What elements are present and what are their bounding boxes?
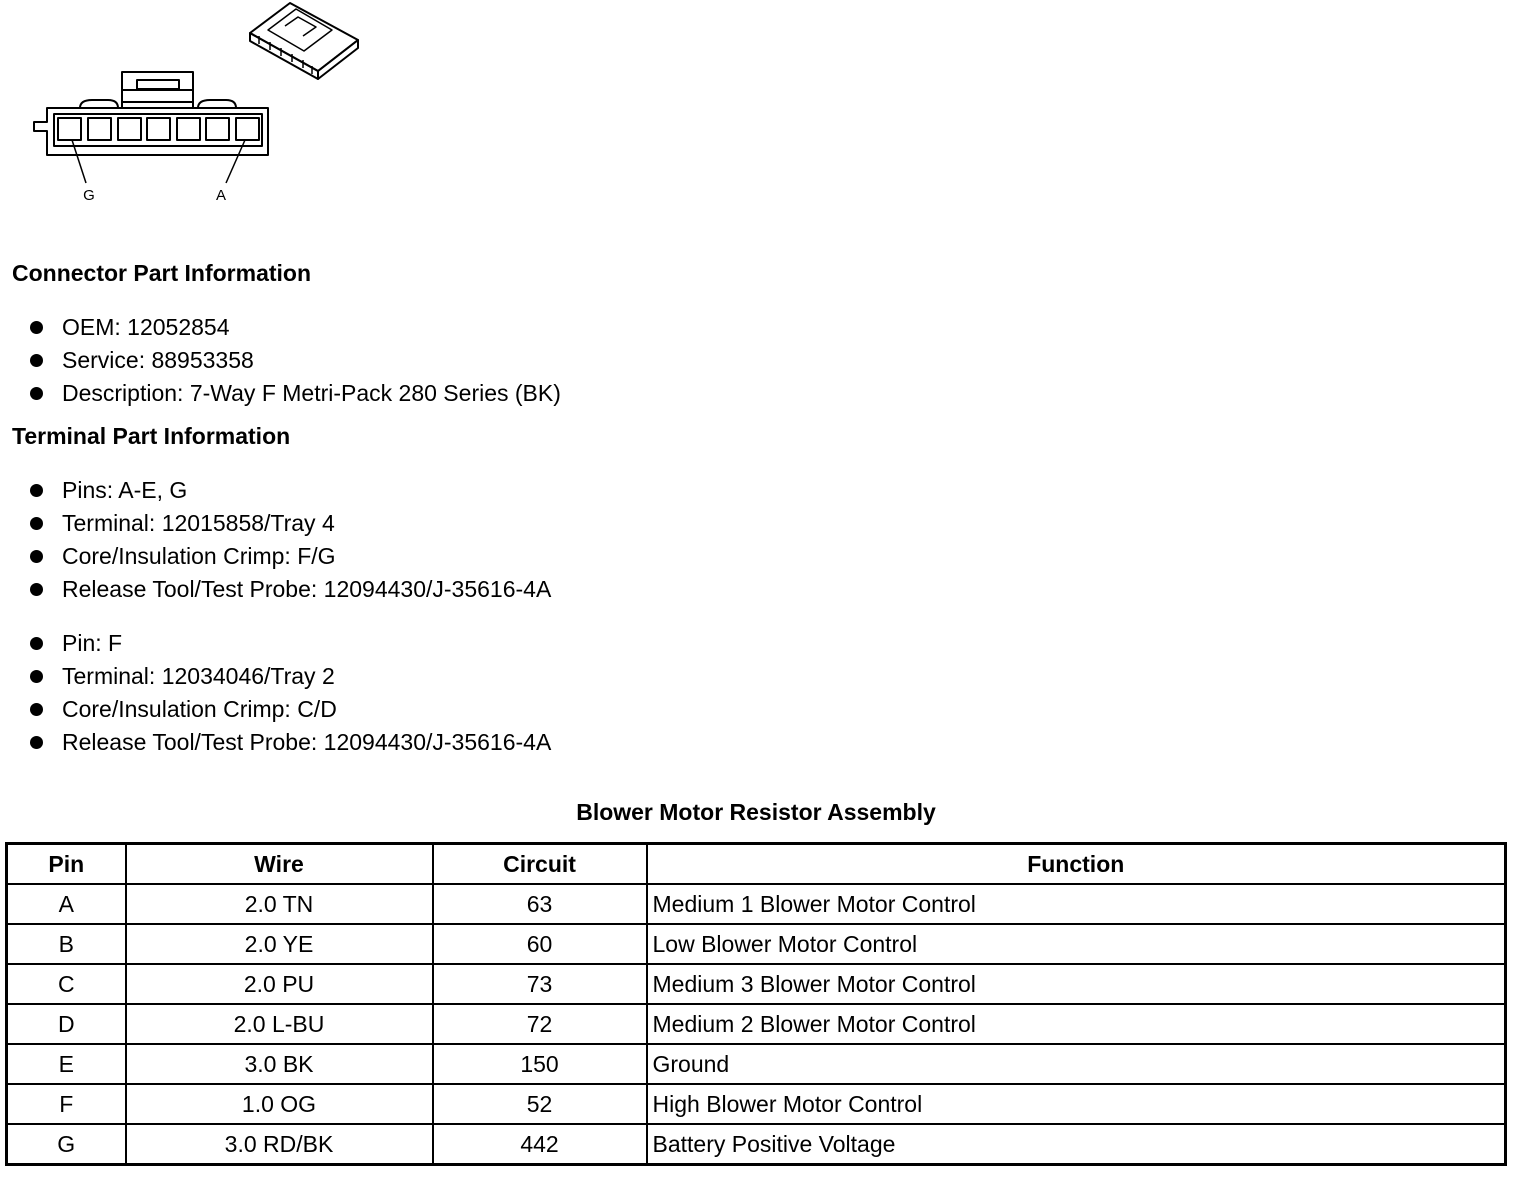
cavity-g <box>58 118 81 140</box>
list-item <box>0 540 551 573</box>
cavity-c <box>177 118 200 140</box>
cavity-d <box>147 118 170 140</box>
list-item <box>0 311 561 344</box>
wire-cell: 2.0 TN <box>126 884 433 924</box>
circuit-cell: 150 <box>433 1044 647 1084</box>
column-header-wire: Wire <box>126 844 433 885</box>
list-item-text: Core/Insulation Crimp: F/G <box>62 543 336 569</box>
bullet-icon <box>30 736 43 749</box>
list-item <box>0 377 561 410</box>
list-item-text: Release Tool/Test Probe: 12094430/J-35616-4A <box>62 729 552 755</box>
pin-cell: B <box>7 924 126 964</box>
table-row <box>7 1084 1506 1124</box>
circuit-cell: 60 <box>433 924 647 964</box>
pin-cell: A <box>7 884 126 924</box>
column-header-function: Function <box>647 844 1506 885</box>
function-cell: Battery Positive Voltage <box>647 1124 1506 1165</box>
function-cell: Ground <box>647 1044 1506 1084</box>
bullet-icon <box>30 484 43 497</box>
list-item <box>0 660 551 693</box>
pin-cell: F <box>7 1084 126 1124</box>
circuit-cell: 442 <box>433 1124 647 1165</box>
list-item-text: Core/Insulation Crimp: C/D <box>62 696 337 722</box>
cavity-f <box>88 118 111 140</box>
wire-cell: 2.0 PU <box>126 964 433 1004</box>
table-header-row <box>7 844 1506 885</box>
bullet-icon <box>30 583 43 596</box>
pin-cell: E <box>7 1044 126 1084</box>
list-item <box>0 627 551 660</box>
circuit-cell: 72 <box>433 1004 647 1044</box>
terminal-info-heading: Terminal Part Information <box>12 423 291 449</box>
list-item-text: Description: 7-Way F Metri-Pack 280 Series (BK) <box>62 380 561 406</box>
table-row <box>7 924 1506 964</box>
function-cell: Medium 1 Blower Motor Control <box>647 884 1506 924</box>
bullet-icon <box>30 703 43 716</box>
wire-cell: 1.0 OG <box>126 1084 433 1124</box>
cavity-b <box>206 118 229 140</box>
circuit-cell: 52 <box>433 1084 647 1124</box>
wire-cell: 2.0 L-BU <box>126 1004 433 1044</box>
connector-diagram <box>0 0 380 215</box>
function-cell: Medium 2 Blower Motor Control <box>647 1004 1506 1044</box>
bullet-icon <box>30 517 43 530</box>
list-item-text: Release Tool/Test Probe: 12094430/J-35616-4A <box>62 576 552 602</box>
terminal-info-list-2 <box>0 627 551 759</box>
table-row <box>7 1004 1506 1044</box>
list-item-text: Terminal: 12015858/Tray 4 <box>62 510 335 536</box>
circuit-cell: 63 <box>433 884 647 924</box>
list-item <box>0 573 551 606</box>
bullet-icon <box>30 550 43 563</box>
table-row <box>7 884 1506 924</box>
list-item-text: Service: 88953358 <box>62 347 254 373</box>
table-row <box>7 1124 1506 1165</box>
list-item <box>0 507 551 540</box>
function-cell: High Blower Motor Control <box>647 1084 1506 1124</box>
bullet-icon <box>30 321 43 334</box>
pin-cell: G <box>7 1124 126 1165</box>
wire-cell: 3.0 BK <box>126 1044 433 1084</box>
connector-info-list <box>0 311 561 410</box>
list-item <box>0 344 561 377</box>
cavity-e <box>118 118 141 140</box>
bullet-icon <box>30 637 43 650</box>
table-row <box>7 964 1506 1004</box>
column-header-pin: Pin <box>7 844 126 885</box>
column-header-circuit: Circuit <box>433 844 647 885</box>
list-item-text: Pin: F <box>62 630 123 656</box>
connector-face-view <box>34 72 268 183</box>
bullet-icon <box>30 670 43 683</box>
wire-cell: 3.0 RD/BK <box>126 1124 433 1165</box>
pin-label-a: A <box>215 187 227 204</box>
list-item-text: Terminal: 12034046/Tray 2 <box>62 663 335 689</box>
connector-info-heading: Connector Part Information <box>12 260 312 286</box>
connector-isometric-view <box>250 3 358 79</box>
cavity-a <box>236 118 259 140</box>
bullet-icon <box>30 354 43 367</box>
pin-cell: C <box>7 964 126 1004</box>
list-item-text: OEM: 12052854 <box>62 314 230 340</box>
pin-table <box>5 842 1507 1166</box>
function-cell: Low Blower Motor Control <box>647 924 1506 964</box>
circuit-cell: 73 <box>433 964 647 1004</box>
pin-label-g: G <box>83 187 95 204</box>
list-item <box>0 693 551 726</box>
wire-cell: 2.0 YE <box>126 924 433 964</box>
list-item <box>0 474 551 507</box>
pin-table-title: Blower Motor Resistor Assembly <box>576 799 936 825</box>
list-item-text: Pins: A-E, G <box>62 477 188 503</box>
table-row <box>7 1044 1506 1084</box>
list-item <box>0 726 551 759</box>
pin-cell: D <box>7 1004 126 1044</box>
terminal-info-list-1 <box>0 474 551 606</box>
bullet-icon <box>30 387 43 400</box>
function-cell: Medium 3 Blower Motor Control <box>647 964 1506 1004</box>
